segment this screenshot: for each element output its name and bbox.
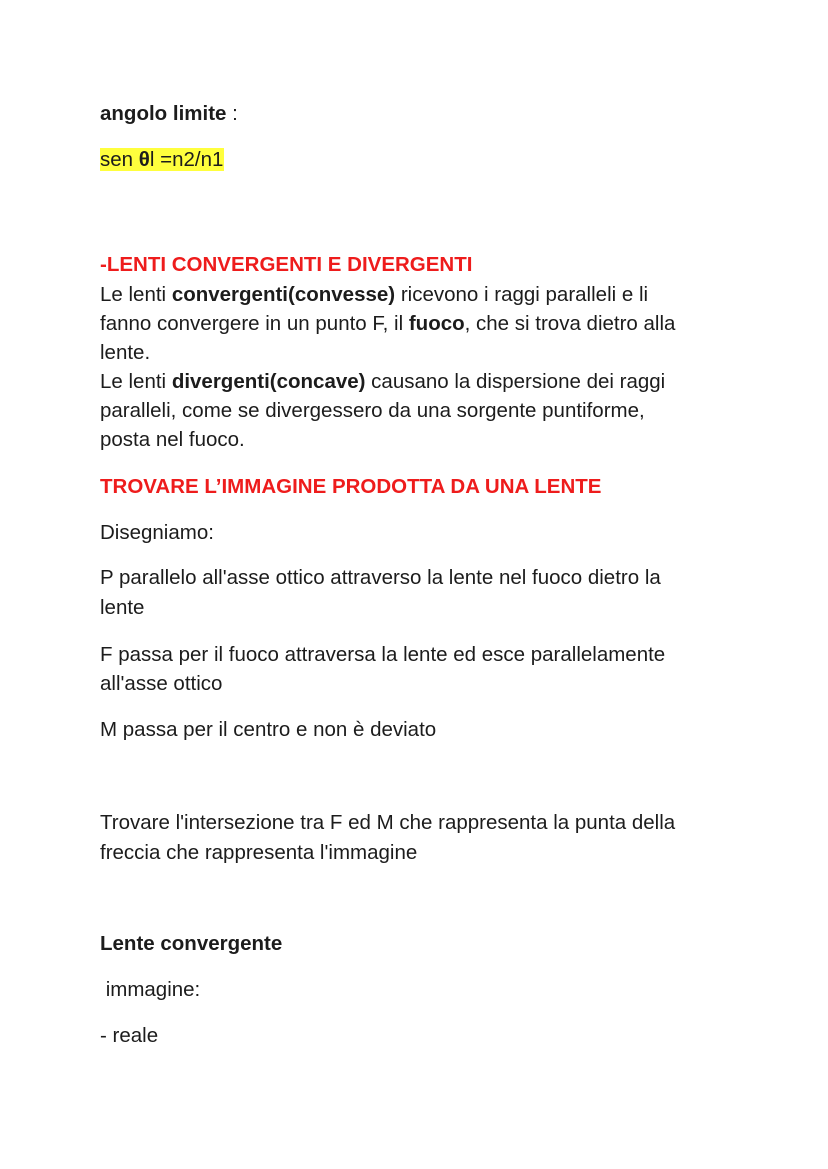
ray-p-line-1: P parallelo all'asse ottico attraverso la lente nel fuoco dietro la	[100, 566, 661, 589]
formula-rest: l =n2/n1	[149, 148, 224, 171]
image-label: immagine:	[100, 978, 201, 1001]
lenses-line-5: paralleli, come se divergessero da una sorgente puntiforme,	[100, 399, 645, 422]
draw-intro: Disegniamo:	[100, 521, 214, 544]
limit-angle-title	[100, 99, 238, 129]
limit-angle-formula	[100, 145, 224, 175]
theta-symbol: θ	[138, 148, 150, 171]
ray-f-line-1: F passa per il fuoco attraversa la lente ed esce parallelamente	[100, 643, 666, 666]
ray-f-line-2: all'asse ottico	[100, 672, 223, 695]
formula-prefix: sen	[100, 148, 139, 171]
lenses-line-2	[100, 309, 675, 339]
lenses-heading: -LENTI CONVERGENTI E DIVERGENTI	[100, 253, 473, 276]
text-span: Le lenti	[100, 283, 172, 306]
limit-angle-label: angolo limite	[100, 102, 227, 125]
formula-highlight	[100, 148, 224, 171]
convergent-lens-heading: Lente convergente	[100, 932, 283, 955]
lenses-line-3: lente.	[100, 341, 151, 364]
text-span: , che si trova dietro alla	[464, 312, 676, 335]
lenses-line-6: posta nel fuoco.	[100, 428, 245, 451]
text-span: ricevono i raggi paralleli e li	[395, 283, 649, 306]
intersection-line-2: freccia che rappresenta l'immagine	[100, 841, 418, 864]
text-span: fanno convergere in un punto F, il	[100, 312, 409, 335]
convergent-term: convergenti(convesse)	[171, 283, 396, 306]
focus-term: fuoco	[408, 312, 465, 335]
intersection-line-1: Trovare l'intersezione tra F ed M che rappresenta la punta della	[100, 811, 676, 834]
image-property-real: - reale	[100, 1024, 159, 1047]
limit-angle-colon: :	[226, 102, 238, 125]
lenses-line-4	[100, 367, 665, 397]
ray-p-line-2: lente	[100, 596, 145, 619]
text-span: causano la dispersione dei raggi	[365, 370, 666, 393]
divergent-term: divergenti(concave)	[171, 370, 366, 393]
lenses-line-1	[100, 280, 648, 310]
text-span: Le lenti	[100, 370, 172, 393]
ray-m-line: M passa per il centro e non è deviato	[100, 718, 437, 741]
image-heading: TROVARE L’IMMAGINE PRODOTTA DA UNA LENTE	[100, 475, 602, 498]
